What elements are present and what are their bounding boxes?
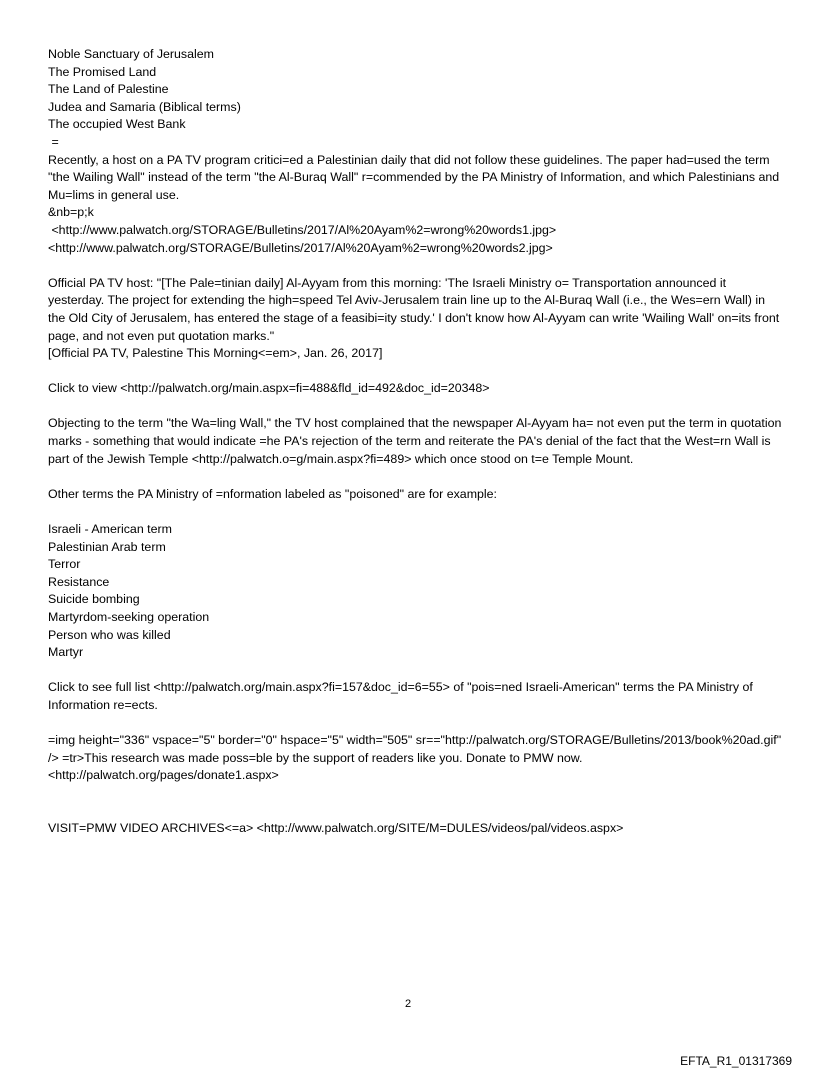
- term-martyr: Martyr: [48, 645, 84, 660]
- term-land-of-palestine: The Land of Palestine: [48, 82, 169, 97]
- nbsp-line: &nb=p;k: [48, 205, 94, 220]
- paragraph-full-list[interactable]: Click to see full list <http://palwatch.org/main.aspx?fi=157&doc_id=6=55> of "pois=ned Israeli-American" terms the PA Ministry of Information re=ects.: [48, 680, 753, 712]
- image-link-1[interactable]: <http://www.palwatch.org/STORAGE/Bulletins/2017/Al%20Ayam%2=wrong%20words1.jpg>: [48, 222, 557, 237]
- term-suicide-bombing: Suicide bombing: [48, 592, 140, 607]
- paragraph-other-terms: Other terms the PA Ministry of =nformation labeled as "poisoned" are for example:: [48, 486, 497, 501]
- document-body: [48, 46, 783, 838]
- term-palestinian-arab: Palestinian Arab term: [48, 539, 166, 554]
- paragraph-objecting: Objecting to the term "the Wa=ling Wall," the TV host complained that the newspaper Al-Ayyam ha= not even put the term in quotation marks - something that would indicate =he PA's rejection of the term and reiterate the PA's denial of the fact that the West=rn Wall is part of the Jewish Temple <http://palwatch.o=g/main.aspx?fi=489> which once stood on t=e Temple Mount.: [48, 416, 782, 466]
- page-number: 2: [404, 998, 412, 1010]
- term-martyrdom-operation: Martyrdom-seeking operation: [48, 610, 210, 624]
- term-israeli-american: Israeli - American term: [48, 522, 172, 537]
- term-terror: Terror: [48, 557, 81, 572]
- paragraph-image-markup: =img height="336" vspace="5" border="0" hspace="5" width="505" sr=="http://palwatch.org/STORAGE/Bulletins/2013/book%20ad.gif" /> =tr>This research was made poss=ble by the support of readers like you. Donate to PMW now.: [48, 733, 782, 765]
- term-noble-sanctuary: Noble Sanctuary of Jerusalem: [48, 47, 214, 61]
- term-occupied-west-bank: The occupied West Bank: [48, 117, 186, 132]
- term-person-killed: Person who was killed: [48, 627, 171, 642]
- equals-line: =: [48, 134, 59, 149]
- term-judea-samaria: Judea and Samaria (Biblical terms): [48, 99, 241, 114]
- donate-link[interactable]: <http://palwatch.org/pages/donate1.aspx>: [48, 768, 279, 783]
- video-archives-link[interactable]: VISIT=PMW VIDEO ARCHIVES<=a> <http://www.palwatch.org/SITE/M=DULES/videos/pal/videos.aspx>: [48, 820, 624, 835]
- citation: [Official PA TV, Palestine This Morning<=em>, Jan. 26, 2017]: [48, 346, 383, 361]
- paragraph-recently: Recently, a host on a PA TV program critici=ed a Palestinian daily that did not follow these guidelines. The paper had=used the term "the Wailing Wall" instead of the term "the Al-Buraq Wall" r=commended by the PA Ministry of Information, and which Palestinians and Mu=lims in general use.: [48, 152, 780, 202]
- paragraph-host-quote: Official PA TV host: "[The Pale=tinian daily] Al-Ayyam from this morning: 'The Israeli Ministry o= Transportation announced it yesterday. The project for extending the high=speed Tel Aviv-Jerusalem train line up to the Al-Buraq Wall (i.e., the Wes=ern Wall) in the Old City of Jerusalem, has entered the stage of a feasibi=ity study.' I don't know how Al-Ayyam can write 'Wailing Wall' on=its front page, and not even put quotation marks.": [48, 275, 780, 343]
- image-link-2[interactable]: <http://www.palwatch.org/STORAGE/Bulletins/2017/Al%20Ayam%2=wrong%20words2.jpg>: [48, 240, 553, 255]
- click-to-view-link[interactable]: Click to view <http://palwatch.org/main.aspx=fi=488&fld_id=492&doc_id=20348>: [48, 381, 490, 396]
- term-resistance: Resistance: [48, 574, 110, 589]
- term-promised-land: The Promised Land: [48, 64, 157, 79]
- document-id: EFTA_R1_01317369: [680, 1054, 792, 1068]
